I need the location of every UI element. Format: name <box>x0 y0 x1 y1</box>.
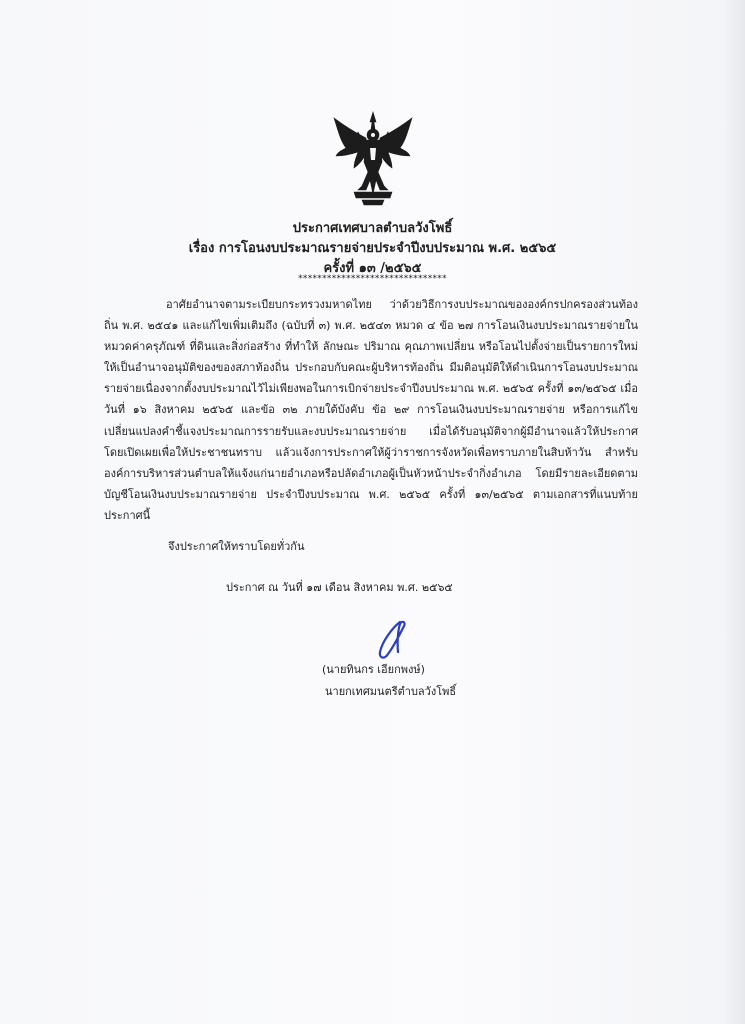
garuda-emblem-icon <box>332 110 414 206</box>
announcement-date: ประกาศ ณ วันที่ ๑๗ เดือน สิงหาคม พ.ศ. ๒๕๖๕ <box>226 581 453 594</box>
announcement-body <box>104 294 638 526</box>
body-paragraph-text: อาศัยอำนาจตามระเบียบกระทรวงมหาดไทย ว่าด้วยวิธีการงบประมาณขององค์กรปกครองส่วนท้องถิ่น พ.ศ. ๒๕๔๑ และแก้ไขเพิ่มเติมถึง (ฉบับที่ ๓) พ.ศ. ๒๕๔๓ หมวด ๔ ข้อ ๒๗ การโอนเงินงบประมาณรายจ่ายในหมวดค่าครุภัณฑ์ ที่ดินและสิ่งก่อสร้าง ที่ทำให้ ลักษณะ ปริมาณ คุณภาพเปลี่ยน หรือโอนไปตั้งจ่ายเป็นรายการใหม่ ให้เป็นอำนาจอนุมัติของของสภาท้องถิ่น ประกอบกับคณะผู้บริหารท้องถิ่น มีมติอนุมัติให้ดำเนินการโอนงบประมาณรายจ่ายเนื่องจากตั้งงบประมาณไว้ไม่เพียงพอในการเบิกจ่ายประจำปีงบประมาณ พ.ศ. ๒๕๖๕ ครั้งที่ ๑๓/๒๕๖๕ เมื่อวันที่ ๑๖ สิงหาคม ๒๕๖๕ และข้อ ๓๒ ภายใต้บังคับ ข้อ ๒๙ การโอนเงินงบประมาณรายจ่าย หรือการแก้ไขเปลี่ยนแปลงคำชี้แจงประมาณการรายรับและงบประมาณรายจ่าย เมื่อได้รับอนุมัติจากผู้มีอำนาจแล้วให้ประกาศโดยเปิดเผยเพื่อให้ประชาชนทราบ แล้วแจ้งการประกาศให้ผู้ว่าราชการจังหวัดเพื่อทราบภายในสิบห้าวัน สำหรับองค์การบริหารส่วนตำบลให้แจ้งแก่นายอำเภอหรือปลัดอำเภอผู้เป็นหัวหน้าประจำกิ่งอำเภอ โดยมีรายละเอียดตามบัญชีโอนเงินงบประมาณรายจ่าย ประจำปีงบประมาณ พ.ศ. ๒๕๖๕ ครั้งที่ ๑๓/๒๕๖๕ ตามเอกสารที่แนบท้ายประกาศนี้ <box>104 298 638 522</box>
signatory-name: (นายทินกร เอียกพงษ์) <box>322 663 425 676</box>
announcement-number: ครั้งที่ ๑๓ /๒๕๖๕ <box>323 261 422 276</box>
announcement-title: ประกาศเทศบาลตำบลวังโพธิ์ <box>292 221 453 236</box>
announcement-subject: เรื่อง การโอนงบประมาณรายจ่ายประจำปีงบประมาณ พ.ศ. ๒๕๖๕ <box>188 241 557 256</box>
page-edge-shadow <box>723 0 745 1024</box>
separator-line: ******************************* <box>298 274 447 284</box>
signature-scribble-icon <box>370 618 420 666</box>
signatory-position: นายกเทศมนตรีตำบลวังโพธิ์ <box>325 685 457 698</box>
closing-statement: จึงประกาศให้ทราบโดยทั่วกัน <box>168 540 305 553</box>
